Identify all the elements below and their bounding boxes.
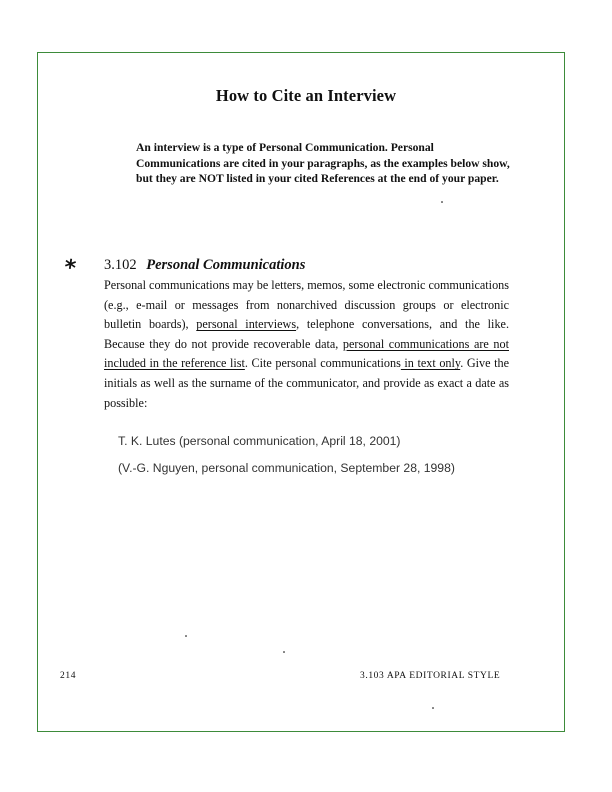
body-text-4: . Give the initials as well as the surname of the communicator, and provide as exact a date as possible:: [104, 356, 509, 410]
body-text-2: , telephone conversations, and the like. Because they do not provide recoverable data,: [104, 317, 509, 351]
scan-speck: [185, 635, 187, 637]
scan-speck: [283, 651, 285, 653]
running-head: 3.103 APA EDITORIAL STYLE: [360, 671, 501, 681]
body-paragraph: [104, 276, 509, 413]
underline-in-text-only: in text only: [400, 356, 461, 371]
section-body: [104, 276, 509, 413]
underline-personal-interviews: personal interviews: [196, 317, 297, 332]
underline-not-in-reference-list: personal communications are not included in the reference list: [104, 336, 509, 371]
page-title: How to Cite an Interview: [215, 86, 397, 105]
body-text-3: . Cite personal communications: [244, 356, 401, 371]
page-number: 214: [60, 671, 77, 681]
scan-speck: [441, 201, 443, 203]
handwritten-asterisk-icon: *: [62, 255, 78, 282]
section-title: Personal Communications: [146, 257, 306, 273]
scan-speck: [432, 707, 434, 709]
section-number: 3.102: [104, 257, 137, 273]
example-citation-2: (V.-G. Nguyen, personal communication, September 28, 1998): [118, 461, 455, 475]
section-heading: [104, 257, 305, 274]
intro-paragraph: [136, 140, 516, 187]
body-text-1: Personal communications may be letters, memos, some electronic communications (e.g., e-mail or messages from nonarchived discussion groups or electronic bulletin boards),: [104, 278, 509, 332]
intro-text: An interview is a type of Personal Communication. Personal Communications are cited in your paragraphs, as the examples below show, but they are NOT listed in your cited References at the end of your paper.: [136, 141, 510, 185]
example-citation-1: T. K. Lutes (personal communication, April 18, 2001): [118, 434, 401, 448]
